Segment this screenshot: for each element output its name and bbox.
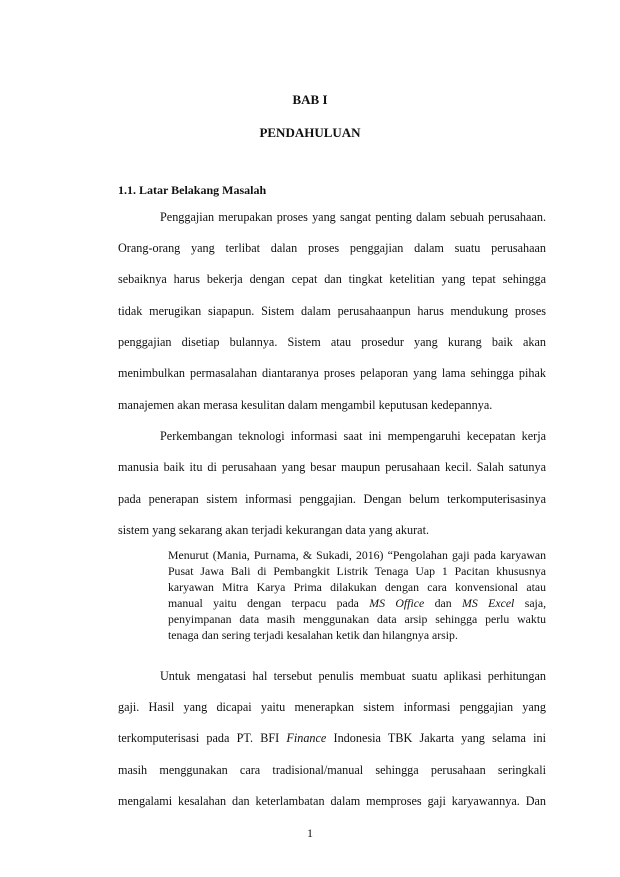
paragraph-line: Untuk mengatasi hal tersebut penulis membuat suatu aplikasi perhitungan <box>160 669 546 683</box>
chapter-number: BAB I <box>292 92 328 107</box>
quote-text: manual yaitu dengan terpacu pada <box>168 596 370 610</box>
paragraph-line: menimbulkan permasalahan diantaranya proses pelaporan yang lama sehingga pihak <box>118 366 546 380</box>
paragraph-line: manusia baik itu di perusahaan yang besar maupun perusahaan kecil. Salah satunya <box>118 460 546 474</box>
chapter-title: PENDAHULUAN <box>259 125 361 140</box>
quote-text: saja, <box>514 596 547 610</box>
quote-line <box>168 596 546 611</box>
quote-line: penyimpanan data masih menggunakan data arsip sehingga perlu waktu <box>168 612 546 626</box>
paragraph-line: sistem yang sekarang akan terjadi kekurangan data yang akurat. <box>118 523 429 537</box>
paragraph-line: penggajian disetiap bulannya. Sistem atau prosedur yang kurang baik akan <box>118 335 546 349</box>
quote-line: karyawan Mitra Karya Prima dilakukan dengan cara konvensional atau <box>168 580 546 594</box>
paragraph-text: Indonesia TBK Jakarta yang selama ini <box>326 731 546 745</box>
paragraph-line: sebaiknya harus bekerja dengan cepat dan tingkat ketelitian yang tepat sehingga <box>118 272 546 286</box>
paragraph-line: Perkembangan teknologi informasi saat ini mempengaruhi kecepatan kerja <box>160 429 546 443</box>
paragraph-line: tidak merugikan siapapun. Sistem dalam perusahaanpun harus mendukung proses <box>118 304 546 318</box>
paragraph-italic-finance: Finance <box>286 731 327 745</box>
paragraph-line: manajemen akan merasa kesulitan dalam mengambil keputusan kedepannya. <box>118 398 493 412</box>
quote-line: Menurut (Mania, Purnama, & Sukadi, 2016) “Pengolahan gaji pada karyawan <box>168 548 546 562</box>
section-heading: 1.1. Latar Belakang Masalah <box>118 183 267 197</box>
paragraph-line: Orang-orang yang terlibat dalan proses penggajian dalam suatu perusahaan <box>118 241 546 255</box>
paragraph-text: terkomputerisasi pada PT. BFI <box>118 731 287 745</box>
quote-line: Pusat Jawa Bali di Pembangkit Listrik Tenaga Uap 1 Pacitan khususnya <box>168 564 546 578</box>
paragraph-line: Penggajian merupakan proses yang sangat penting dalam sebuah perusahaan. <box>160 210 546 224</box>
quote-text: dan <box>424 596 463 610</box>
quote-italic-ms-excel: MS Excel <box>462 596 515 610</box>
page-number: 1 <box>307 826 313 840</box>
paragraph-line: masih menggunakan cara tradisional/manual sehingga perusahaan seringkali <box>118 763 546 777</box>
quote-line: tenaga dan sering terjadi kesalahan ketik dan hilangnya arsip. <box>168 628 458 642</box>
paragraph-line: mengalami kesalahan dan keterlambatan dalam memproses gaji karyawannya. Dan <box>118 794 546 808</box>
paragraph-line: pada penerapan sistem informasi penggajian. Dengan belum terkomputerisasinya <box>118 492 546 506</box>
paragraph-line: gaji. Hasil yang dicapai yaitu menerapkan sistem informasi penggajian yang <box>118 700 546 714</box>
paragraph-line <box>118 731 546 746</box>
quote-italic-ms-office: MS Office <box>369 596 425 610</box>
